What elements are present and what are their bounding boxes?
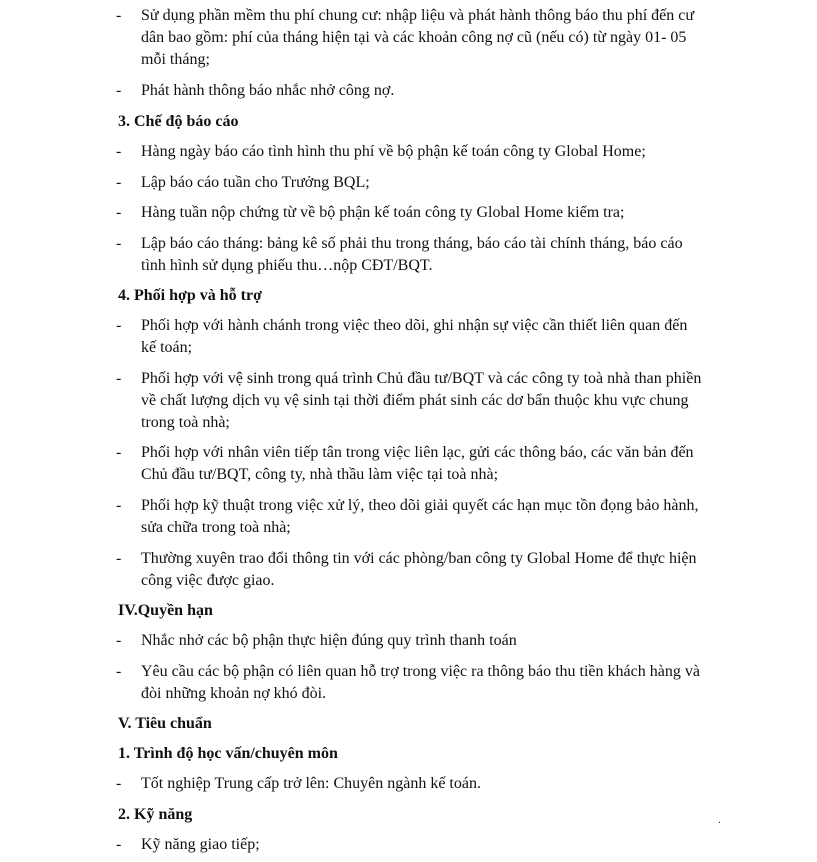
list-item-line: tình hình sử dụng phiếu thu…nộp CĐT/BQT.	[141, 257, 433, 274]
section-heading: V. Tiêu chuẩn	[118, 715, 212, 732]
list-item-line: Yêu cầu các bộ phận có liên quan hỗ trợ trong việc ra thông báo thu tiền khách hàng và	[141, 663, 700, 680]
bullet-dash: -	[116, 370, 122, 387]
list-item-line: Hàng ngày báo cáo tình hình thu phí về bộ phận kế toán công ty Global Home;	[141, 143, 646, 160]
list-item-line: công việc được giao.	[141, 572, 275, 589]
list-item-line: Tốt nghiệp Trung cấp trở lên: Chuyên ngành kế toán.	[141, 775, 481, 792]
bullet-dash: -	[116, 143, 122, 160]
list-item-line: Hàng tuần nộp chứng từ về bộ phận kế toán công ty Global Home kiểm tra;	[141, 204, 625, 221]
bullet-dash: -	[116, 775, 122, 792]
bullet-dash: -	[116, 550, 122, 567]
list-item-line: Phối hợp với vệ sinh trong quá trình Chủ đầu tư/BQT và các công ty toà nhà than phiền	[141, 370, 702, 387]
bullet-dash: -	[116, 235, 122, 252]
list-item-line: Phối hợp với hành chánh trong việc theo dõi, ghi nhận sự việc cần thiết liên quan đến	[141, 317, 688, 334]
bullet-dash: -	[116, 7, 122, 24]
bullet-dash: -	[116, 632, 122, 649]
bullet-dash: -	[116, 204, 122, 221]
bullet-dash: -	[116, 317, 122, 334]
list-item-line: Phối hợp kỹ thuật trong việc xử lý, theo dõi giải quyết các hạn mục tồn đọng bảo hành,	[141, 497, 699, 514]
list-item-line: Kỹ năng giao tiếp;	[141, 836, 260, 853]
stray-mark: .	[718, 812, 721, 826]
list-item-line: Lập báo cáo tuần cho Trưởng BQL;	[141, 174, 370, 191]
bullet-dash: -	[116, 82, 122, 99]
bullet-dash: -	[116, 444, 122, 461]
section-heading: IV.Quyền hạn	[118, 602, 213, 619]
list-item-line: đòi những khoản nợ khó đòi.	[141, 685, 327, 702]
list-item-line: kế toán;	[141, 339, 193, 356]
bullet-dash: -	[116, 497, 122, 514]
list-item-line: Lập báo cáo tháng: bảng kê số phải thu trong tháng, báo cáo tài chính tháng, báo cáo	[141, 235, 683, 252]
list-item-line: dân bao gồm: phí của tháng hiện tại và các khoản công nợ cũ (nếu có) từ ngày 01- 05	[141, 29, 687, 46]
list-item-line: sửa chữa trong toà nhà;	[141, 519, 291, 536]
bullet-dash: -	[116, 174, 122, 191]
list-item-line: về chất lượng dịch vụ vệ sinh tại thời điểm phát sinh các dơ bẩn thuộc khu vực chung	[141, 392, 689, 409]
list-item-line: Thường xuyên trao đổi thông tin với các phòng/ban công ty Global Home để thực hiện	[141, 550, 697, 567]
section-heading: 1. Trình độ học vấn/chuyên môn	[118, 745, 338, 762]
list-item-line: trong toà nhà;	[141, 414, 230, 431]
section-heading: 4. Phối hợp và hỗ trợ	[118, 287, 262, 304]
list-item-line: Phát hành thông báo nhắc nhở công nợ.	[141, 82, 395, 99]
list-item-line: Chủ đầu tư/BQT, công ty, nhà thầu làm việc tại toà nhà;	[141, 466, 499, 483]
bullet-dash: -	[116, 836, 122, 853]
list-item-line: Nhắc nhở các bộ phận thực hiện đúng quy trình thanh toán	[141, 632, 517, 649]
section-heading: 2. Kỹ năng	[118, 806, 193, 823]
list-item-line: Sử dụng phần mềm thu phí chung cư: nhập liệu và phát hành thông báo thu phí đến cư	[141, 7, 695, 24]
section-heading: 3. Chế độ báo cáo	[118, 113, 239, 130]
list-item-line: mỗi tháng;	[141, 51, 210, 68]
bullet-dash: -	[116, 663, 122, 680]
list-item-line: Phối hợp với nhân viên tiếp tân trong việc liên lạc, gửi các thông báo, các văn bản đến	[141, 444, 694, 461]
